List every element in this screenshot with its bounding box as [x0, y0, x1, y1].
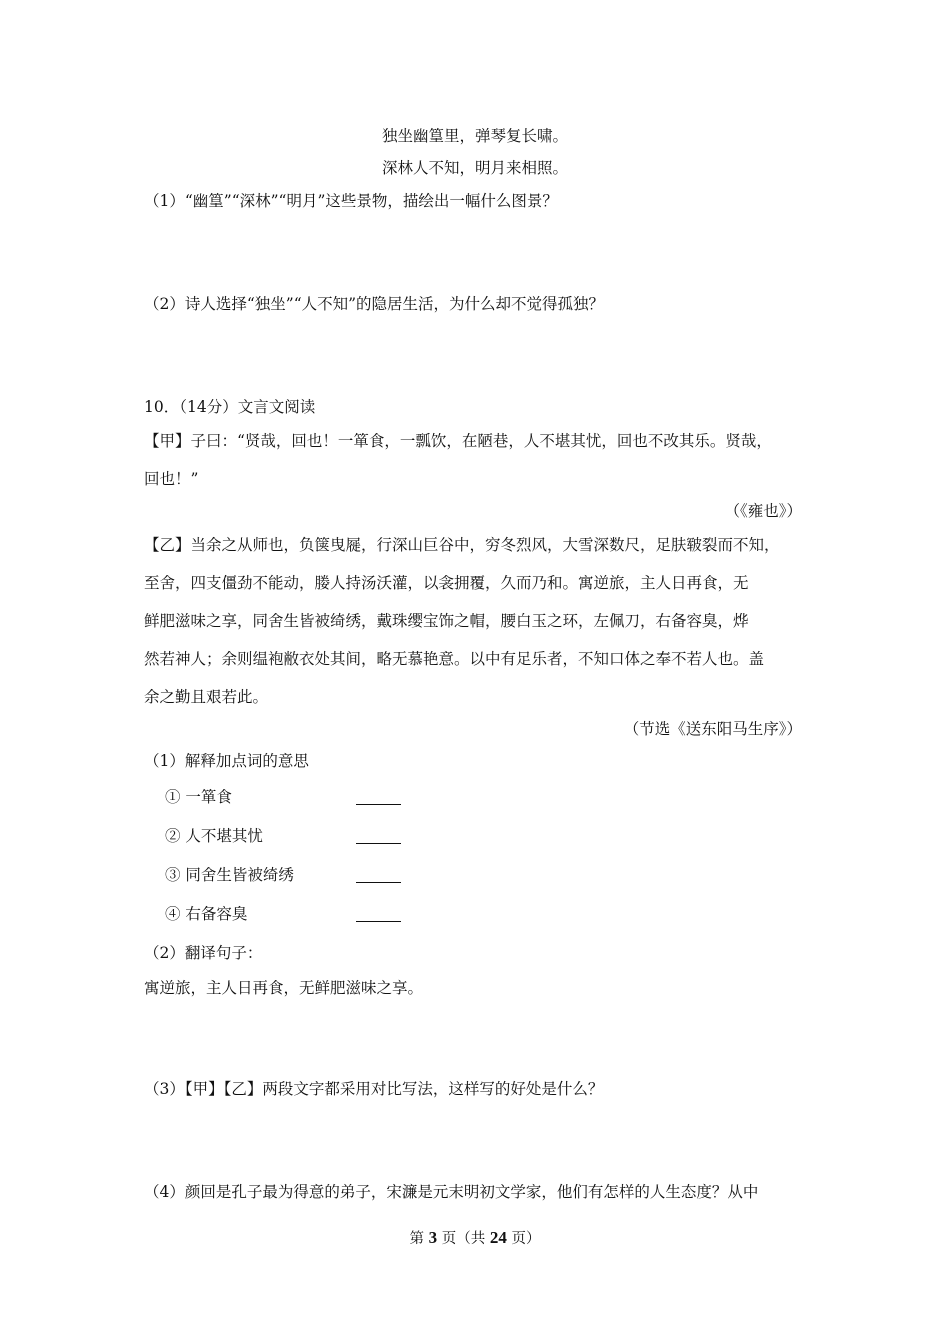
item-3-label: ③ 同舍生皆被绮绣 [165, 866, 294, 884]
passage-jia-source: （《雍也》） [724, 502, 802, 520]
item-1-label: ① 一箪食 [165, 788, 232, 806]
footer-total-pages: 24 [489, 1228, 507, 1247]
poem-line-1: 独坐幽篁里，弹琴复长啸。 [381, 127, 568, 145]
subquestion-3: （3）【甲】【乙】两段文字都采用对比写法，这样写的好处是什么？ [144, 1080, 604, 1098]
passage-yi-line-2: 至舍，四支僵劲不能动，媵人持汤沃灌，以衾拥覆，久而乃和。寓逆旅，主人日再食，无 [144, 574, 749, 592]
footer-page-number: 3 [428, 1228, 438, 1247]
subquestion-2-sentence: 寓逆旅，主人日再食，无鲜肥滋味之享。 [144, 979, 424, 997]
passage-yi-source: （节选《送东阳马生序》） [623, 720, 802, 738]
item-1-answer-blank[interactable] [356, 804, 401, 805]
item-4-label: ④ 右备容臭 [165, 905, 248, 923]
subquestion-1: （1）解释加点词的意思 [144, 752, 309, 770]
passage-jia-line-1: 【甲】子曰：“贤哉，回也！一箪食，一瓢饮，在陋巷，人不堪其忧，回也不改其乐。贤哉， [144, 432, 772, 450]
question-10-header: 10．（14分）文言文阅读 [144, 398, 316, 416]
footer-suffix: 页） [506, 1231, 541, 1247]
poem-question-2: （2）诗人选择“独坐”“人不知”的隐居生活，为什么却不觉得孤独？ [144, 295, 605, 313]
passage-yi-line-5: 余之勤且艰若此。 [144, 688, 269, 706]
subquestion-2: （2）翻译句子： [144, 944, 263, 962]
passage-yi-line-1: 【乙】当余之从师也，负箧曳屣，行深山巨谷中，穷冬烈风，大雪深数尺，足肤皲裂而不知， [144, 536, 780, 554]
item-4-answer-blank[interactable] [356, 921, 401, 922]
item-2-label: ② 人不堪其忧 [165, 827, 263, 845]
subquestion-4: （4）颜回是孔子最为得意的弟子，宋濂是元末明初文学家，他们有怎样的人生态度？从中 [144, 1183, 759, 1201]
page-footer [0, 1228, 950, 1249]
footer-middle: 页（共 [437, 1231, 490, 1247]
item-2-answer-blank[interactable] [356, 843, 401, 844]
item-3-answer-blank[interactable] [356, 882, 401, 883]
passage-jia-line-2: 回也！” [144, 470, 199, 488]
poem-line-2: 深林人不知，明月来相照。 [381, 159, 568, 177]
poem-question-1: （1）“幽篁”“深林”“明月”这些景物，描绘出一幅什么图景？ [144, 192, 558, 210]
passage-yi-line-3: 鲜肥滋味之享，同舍生皆被绮绣，戴珠缨宝饰之帽，腰白玉之环，左佩刀，右备容臭，烨 [144, 612, 749, 630]
footer-prefix: 第 [409, 1231, 429, 1247]
passage-yi-line-4: 然若神人；余则缊袍敝衣处其间，略无慕艳意。以中有足乐者，不知口体之奉不若人也。盖 [144, 650, 765, 668]
